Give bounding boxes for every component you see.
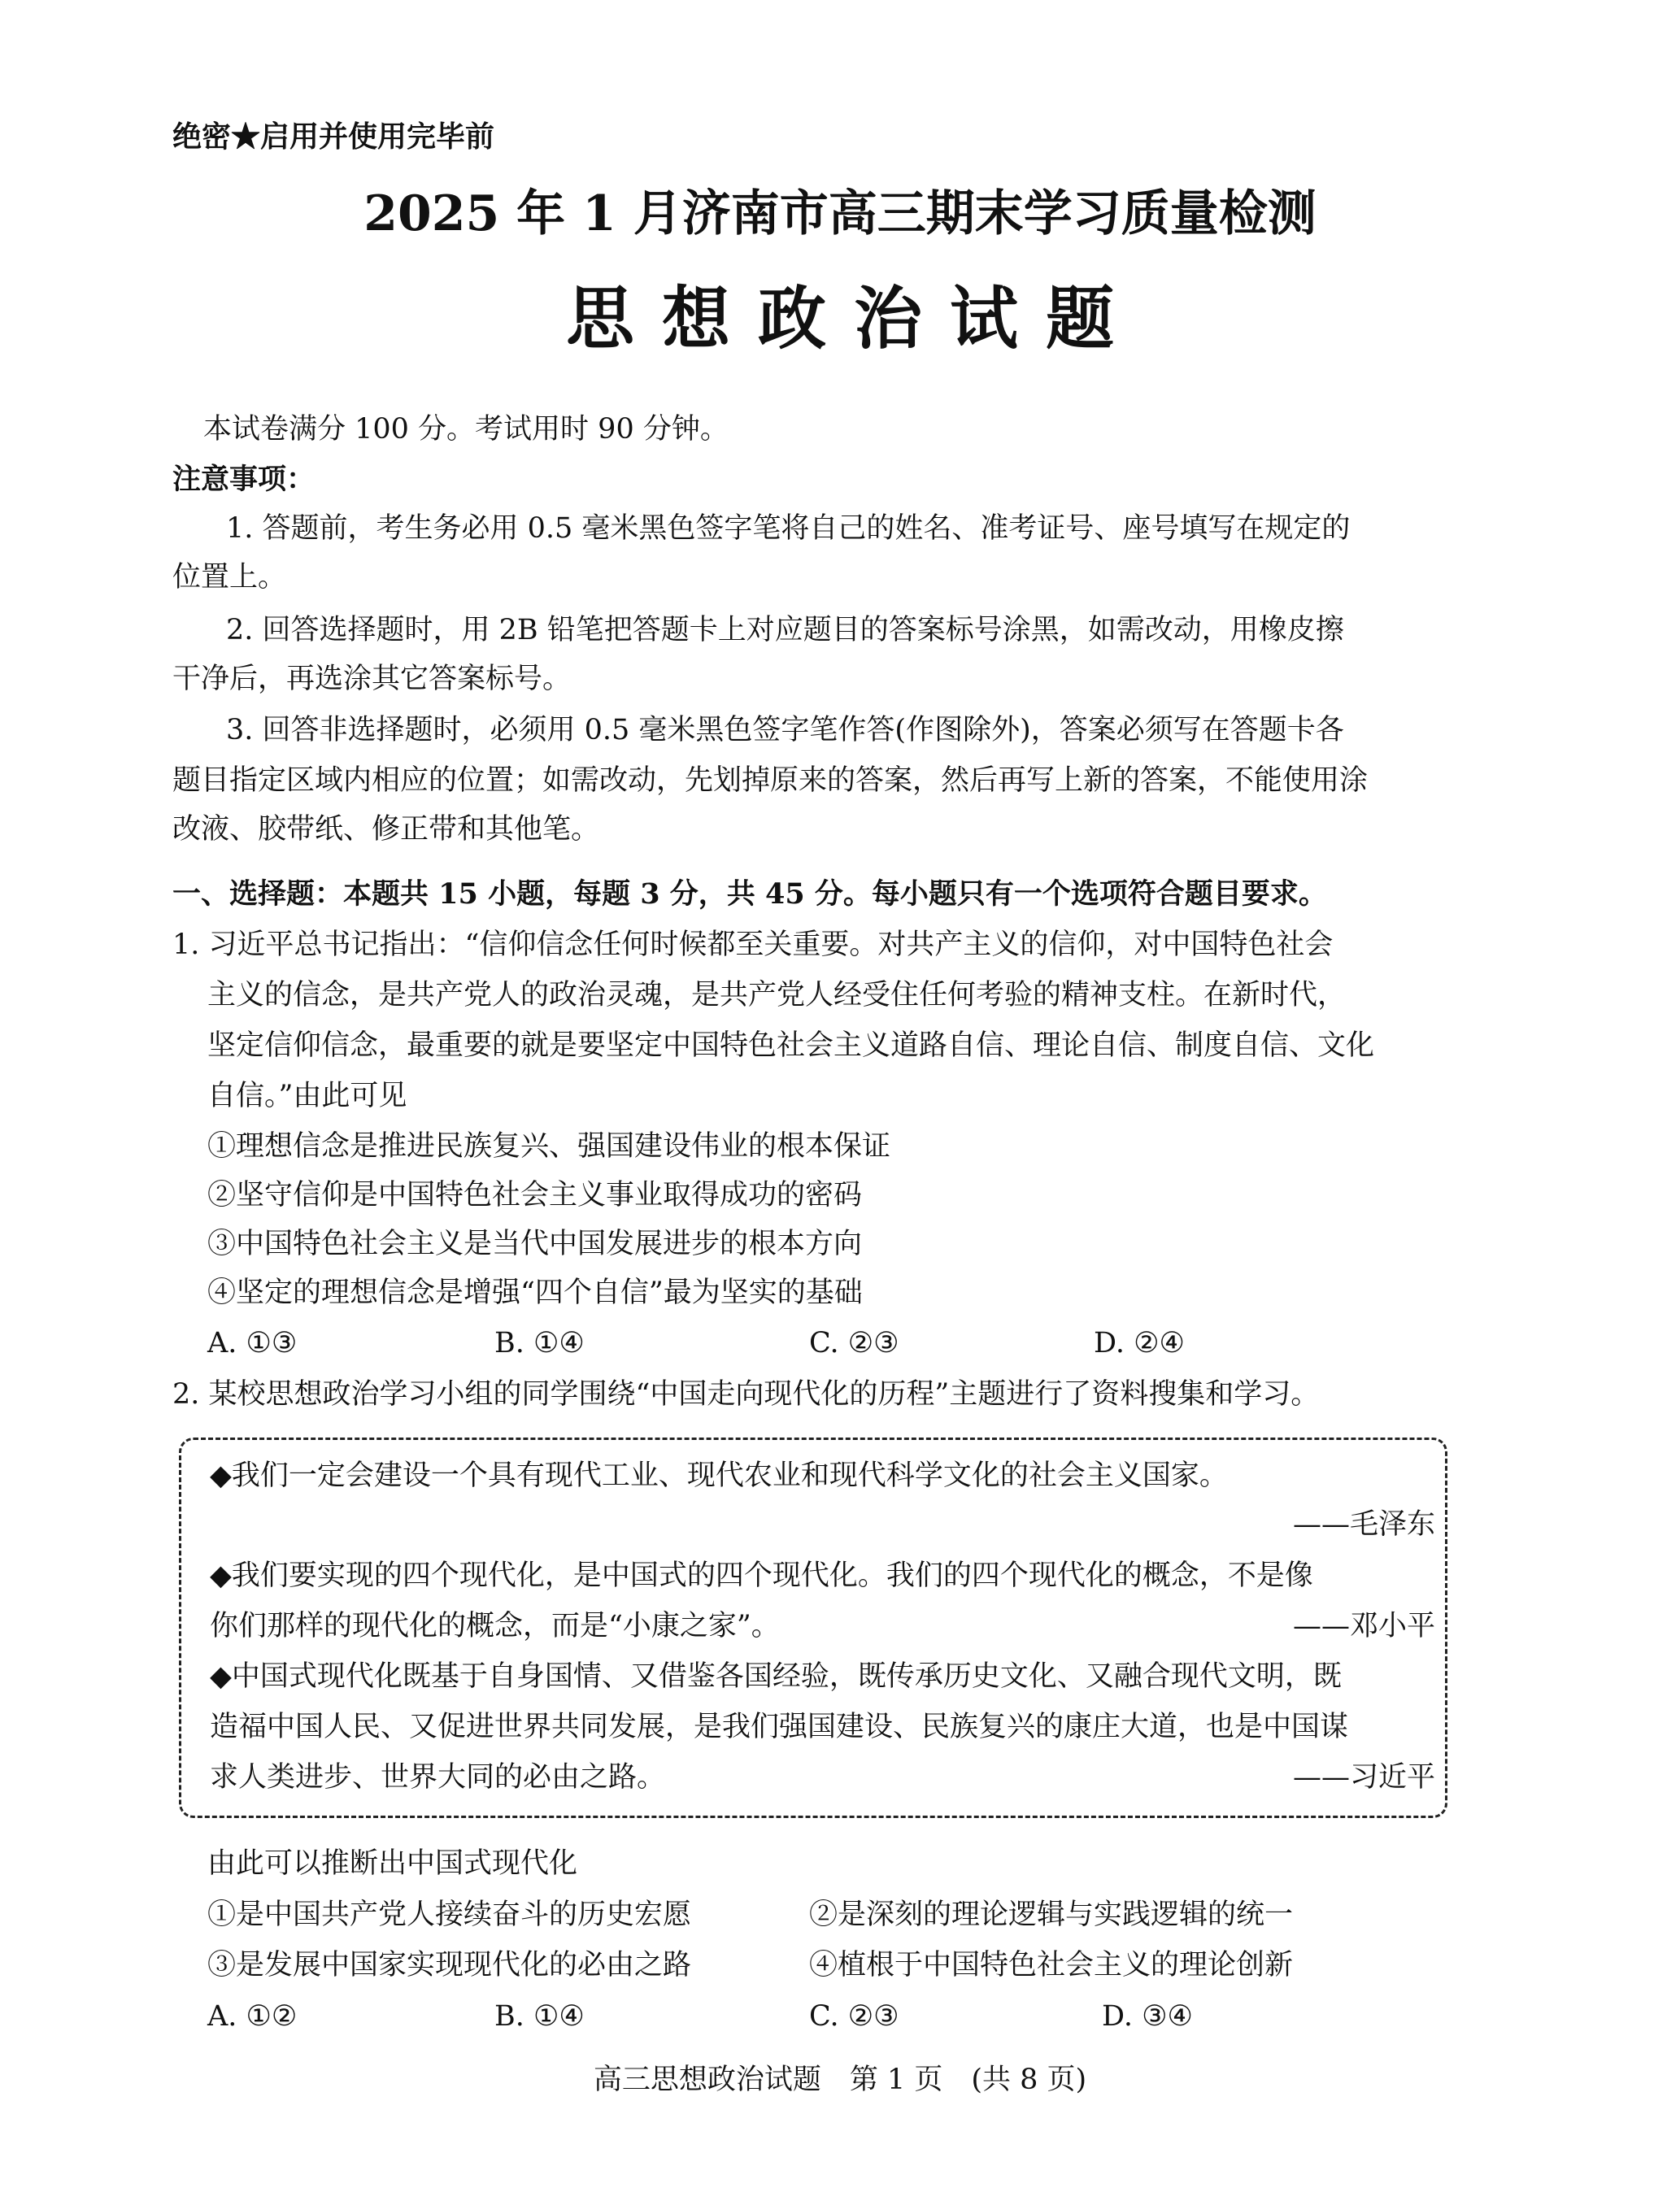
quote-line: 你们那样的现代化的概念，而是“小康之家”。 [210,1610,780,1642]
q2-option-b: B. ①④ [494,2000,585,2033]
q1-statement: ④坚定的理想信念是增强“四个自信”最为坚实的基础 [207,1277,863,1309]
quote-author: ——习近平 [1293,1761,1436,1794]
q1-stem-line: 主义的信念，是共产党人的政治灵魂，是共产党人经受住任何考验的精神支柱。在新时代， [207,979,1347,1011]
notice-line: 改液、胶带纸、修正带和其他笔。 [172,813,600,846]
q1-option-b: B. ①④ [494,1327,585,1359]
confidential-label: 绝密★启用并使用完毕前 [172,120,495,154]
q2-statement: ②是深刻的理论逻辑与实践逻辑的统一 [809,1899,1294,1931]
q2-statement: ④植根于中国特色社会主义的理论创新 [809,1949,1294,1981]
quote-line: ◆我们一定会建设一个具有现代工业、现代农业和现代科学文化的社会主义国家。 [210,1459,1228,1492]
exam-title: 2025 年 1 月济南市高三期末学习质量检测 [363,185,1317,242]
q1-option-c: C. ②③ [809,1327,899,1359]
notice-line: 1. 答题前，考生务必用 0.5 毫米黑色签字笔将自己的姓名、准考证号、座号填写在规定的 [226,512,1351,545]
notice-line: 干净后，再选涂其它答案标号。 [172,663,572,695]
notice-line: 2. 回答选择题时，用 2B 铅笔把答题卡上对应题目的答案标号涂黑，如需改动，用橡皮擦 [226,614,1344,646]
q2-stem: 2. 某校思想政治学习小组的同学围绕“中国走向现代化的历程”主题进行了资料搜集和学习。 [172,1378,1320,1411]
notice-line: 3. 回答非选择题时，必须用 0.5 毫米黑色签字笔作答(作图除外)，答案必须写在答题卡各 [226,714,1344,746]
notice-heading: 注意事项： [172,463,316,496]
section-heading: 一、选择题：本题共 15 小题，每题 3 分，共 45 分。每小题只有一个选项符合题目要求。 [172,877,1327,911]
quote-line: ◆我们要实现的四个现代化，是中国式的四个现代化。我们的四个现代化的概念，不是像 [210,1559,1313,1592]
q1-statement: ③中国特色社会主义是当代中国发展进步的根本方向 [207,1228,863,1260]
quote-line: 求人类进步、世界大同的必由之路。 [210,1761,666,1794]
q1-stem-line: 坚定信仰信念，最重要的就是要坚定中国特色社会主义道路自信、理论自信、制度自信、文化 [207,1029,1375,1062]
q1-option-d: D. ②④ [1094,1327,1185,1359]
score-time-info: 本试卷满分 100 分。考试用时 90 分钟。 [203,413,729,446]
quote-author: ——毛泽东 [1293,1508,1436,1541]
q1-statement: ①理想信念是推进民族复兴、强国建设伟业的根本保证 [207,1130,891,1163]
q2-option-d: D. ③④ [1102,2000,1193,2033]
q2-statement: ③是发展中国家实现现代化的必由之路 [207,1949,692,1981]
page-footer: 高三思想政治试题 第 1 页 (共 8 页) [593,2064,1087,2096]
quote-line: ◆中国式现代化既基于自身国情、又借鉴各国经验，既传承历史文化、又融合现代文明，既 [210,1660,1342,1693]
q2-statement: ①是中国共产党人接续奋斗的历史宏愿 [207,1899,692,1931]
q2-lead: 由此可以推断出中国式现代化 [207,1847,578,1880]
q1-option-a: A. ①③ [207,1327,298,1359]
subject-title: 思想政治试题 [565,278,1142,359]
quote-author: ——邓小平 [1293,1610,1436,1642]
q2-option-a: A. ①② [207,2000,298,2033]
q1-stem-line: 1. 习近平总书记指出：“信仰信念任何时候都至关重要。对共产主义的信仰，对中国特色社会 [172,929,1334,961]
notice-line: 位置上。 [172,561,287,594]
quote-line: 造福中国人民、又促进世界共同发展，是我们强国建设、民族复兴的康庄大道，也是中国谋 [210,1711,1349,1743]
q1-statement: ②坚守信仰是中国特色社会主义事业取得成功的密码 [207,1179,863,1211]
q2-option-c: C. ②③ [809,2000,899,2033]
notice-line: 题目指定区域内相应的位置；如需改动，先划掉原来的答案，然后再写上新的答案，不能使用涂 [172,764,1369,797]
q1-stem-line: 自信。”由此可见 [207,1080,407,1112]
